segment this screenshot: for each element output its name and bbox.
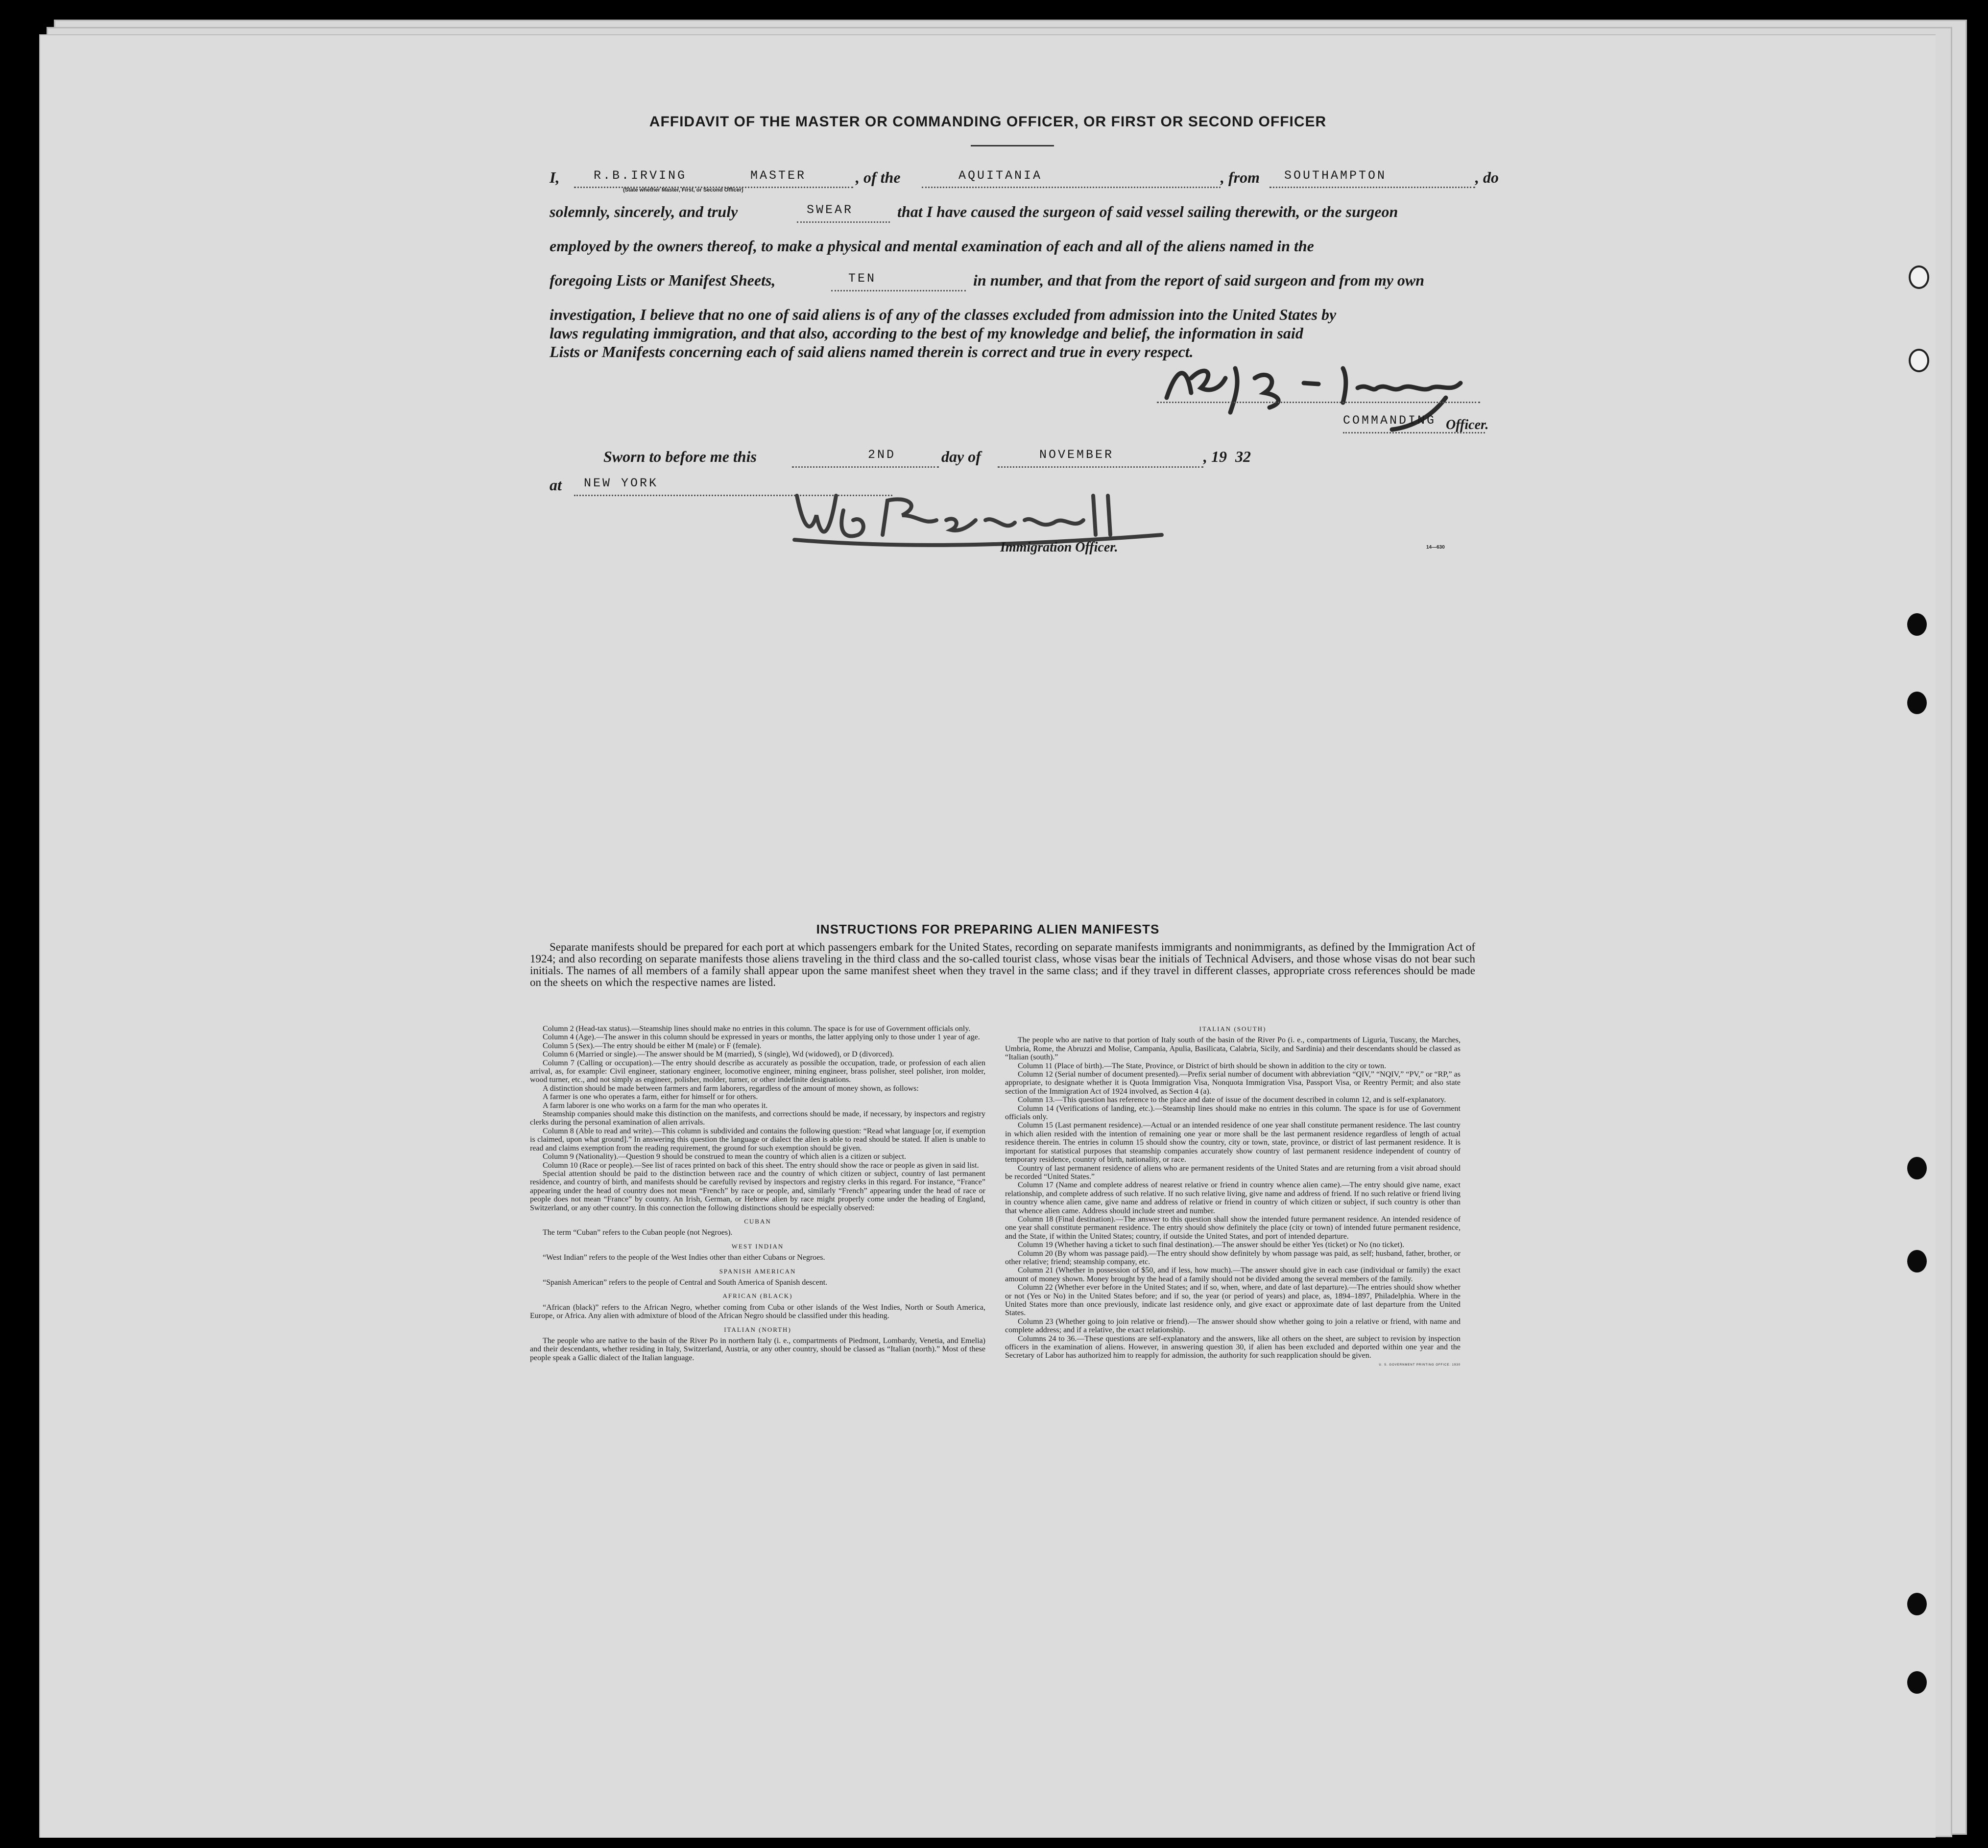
right-paragraph: Column 12 (Serial number of document presented).—Prefix serial number of document with abbreviation “QIV,” “NQIV,” “PV,” or “RP,” as appropriate, to designate whether it is Quota Immigration Visa, Nonquota Immigration Visa, Passport Visa, or Reentry Permit; and also state section of the Immigration Act of 1924 involved, as Section 4 (a). — [1005, 1070, 1461, 1096]
sworn-prefix: Sworn to before me this — [603, 448, 757, 465]
right-paragraph: Column 20 (By whom was passage paid).—The entry should show definitely by whom passage was paid, as self; husband, father, brother, or other relative; friend; steamship company, etc. — [1005, 1249, 1461, 1266]
oath-suffix: that I have caused the surgeon of said vessel sailing therewith, or the surgeon — [897, 203, 1398, 220]
affidavit-i: I, — [550, 168, 560, 186]
italian-north-text: The people who are native to the basin of the River Po in northern Italy (i. e., compartments of Piedmont, Lombardy, Venetia, and Emelia) and their descendants, whether residing in Italy, Switzerland, Austria, or any other country, should be classed as “Italian (north).” Most of these people speak a Gallic dialect of the Italian language. — [530, 1337, 985, 1362]
left-paragraph: Column 9 (Nationality).—Question 9 should be construed to mean the country of which alien is a citizen or subject. — [543, 1152, 907, 1161]
rank-hint: (State whether Master, First, or Second Officer) — [623, 187, 743, 193]
year-value: 32 — [1235, 448, 1251, 465]
officer-capacity-value: COMMANDING — [1343, 413, 1437, 428]
right-paragraph: Column 21 (Whether in possession of $50, and if less, how much).—The answer should give in each case (individual or family) the exact amount of money shown. Money brought by the head of a family should not be divided among the several members of the family. — [1005, 1266, 1461, 1283]
immigration-officer-label: Immigration Officer. — [1000, 540, 1118, 555]
west-indian-heading: WEST INDIAN — [731, 1242, 784, 1250]
left-paragraph: Steamship companies should make this distinction on the manifests, and corrections should be made, if necessary, by inspectors and registry clerks during the personal examination of alien arrivals. — [530, 1110, 985, 1127]
right-paragraph: Column 17 (Name and complete address of nearest relative or friend in country whence alien came).—The entry should give name, exact relationship, and complete address of such relative. If no such relative living, give name and address of friend. If no such relative or friend living in country whence alien came, give name and address of relative or friend in country of which citizen or subject, if such country is other than that whence alien came. Address should include street and number. — [1005, 1181, 1461, 1215]
at-label: at — [550, 476, 562, 494]
binder-hole-icon — [1907, 1593, 1927, 1615]
manifest-page — [39, 34, 1936, 1838]
instructions-intro: Separate manifests should be prepared for each port at which passengers embark for the United States, recording on separate manifests immigrants and nonimmigrants, as defined by the Immigration Act of 1924; and also recording on separate manifests those aliens traveling in the third class and the so-called tourist class, whose visas bear the initials of Technical Advisers, and those whose visas do not bear such initials. The names of all members of a family shall appear upon the same manifest sheet when they travel in the same class; and if they travel in different classes, appropriate cross references should be made on the sheets on which the respective names are listed. — [530, 941, 1475, 988]
vessel-value: AQUITANIA — [958, 168, 1043, 183]
left-paragraph: Column 2 (Head-tax status).—Steamship lines should make no entries in this column. The space is for use of Government officials only. — [543, 1025, 971, 1033]
right-paragraph: Column 23 (Whether going to join relative or friend).—The answer should show whether going to join a relative or friend, with name and complete address; and if a relative, the exact relationship. — [1005, 1317, 1461, 1335]
african-text: “African (black)” refers to the African Negro, whether coming from Cuba or other islands of the West Indies, North or South America, Europe, or Africa. Any alien with admixture of blood of the African Negro should be classified under this heading. — [530, 1303, 985, 1320]
binder-hole-icon — [1907, 1157, 1927, 1179]
left-paragraph: A distinction should be made between farmers and farm laborers, regardless of the amount of money shown, as follows: — [543, 1084, 919, 1093]
right-paragraph: Column 13.—This question has reference to the place and date of issue of the document described in column 12, and is self-explanatory. — [1018, 1096, 1446, 1104]
instructions-right-column — [1005, 1025, 1461, 1369]
affidavit-line-6: laws regulating immigration, and that also, according to the best of my knowledge and belief, the information in said — [550, 324, 1303, 342]
african-heading: AFRICAN (BLACK) — [722, 1292, 793, 1300]
left-paragraph: Column 4 (Age).—The answer in this column should be expressed in years or months, the latter applying only to those under 1 year of age. — [543, 1033, 980, 1042]
month-value: NOVEMBER — [1039, 448, 1114, 462]
right-paragraph: Column 15 (Last permanent residence).—Actual or an intended residence of one year shall constitute permanent residence. The last country in which alien resided with the intention of remaining one year or more shall be the last permanent residence regardless of length of actual residence therein. The entries in column 15 should show the country, city or town, state, province, or district of last permanent residence. It is important for statistical purposes that steamship companies accurately show country of last permanent residence independent of country of temporary residence, country of birth, nationality, or race. — [1005, 1121, 1461, 1164]
left-paragraph: Column 8 (Able to read and write).—This column is subdivided and contains the following question: “Read what language [or, if exemption is claimed, upon what ground].” In answering this question the language or dialect the alien is able to read should be stated. If alien is unable to read and claims exemption from the reading requirement, the ground for such exemption should be given. — [530, 1127, 985, 1152]
affidavit-line-7: Lists or Manifests concerning each of said aliens named therein is correct and true in every respect. — [550, 343, 1194, 360]
place-value: NEW YORK — [584, 476, 659, 490]
oath-value: SWEAR — [807, 203, 854, 217]
italian-south-heading: ITALIAN (SOUTH) — [1199, 1025, 1267, 1032]
binder-hole-icon — [1907, 1671, 1927, 1694]
italian-north-heading: ITALIAN (NORTH) — [724, 1325, 791, 1333]
west-indian-text: “West Indian” refers to the people of the West Indies other than either Cubans or Negroes. — [543, 1253, 825, 1262]
do-label: , do — [1475, 168, 1499, 186]
right-paragraph: Country of last permanent residence of aliens who are permanent residents of the United States and are returning from a visit abroad should be recorded “United States.” — [1005, 1164, 1461, 1181]
right-paragraph: Column 19 (Whether having a ticket to such final destination).—The answer should be either Yes (ticket) or No (no ticket). — [1018, 1241, 1405, 1249]
cuban-text: The term “Cuban” refers to the Cuban people (not Negroes). — [543, 1228, 733, 1237]
right-paragraph: The people who are native to that portion of Italy south of the basin of the River Po (i. e., compartments of Liguria, Tuscany, the Marches, Umbria, Rome, the Abruzzi and Molise, Campania, Apulia, Basilicata, Calabria, Sicily, and Sardinia) and their descendants should be classed as “Italian (south).” — [1005, 1036, 1461, 1062]
left-paragraph: Special attention should be paid to the distinction between race and the country of which citizen or subject, country of last permanent residence, and country of birth, and manifests should be carefully revised by inspectors and registry clerks in this regard. For instance, “France” appearing under the head of country does not mean “French” by race or people, and, similarly “French” appearing under the head of race or people does not mean “France” by country. An Irish, German, or Hebrew alien by race might properly come under the heading of England, Switzerland, or any other country. In this connection the following distinctions should be especially observed: — [530, 1169, 985, 1212]
spanish-american-heading: SPANISH AMERICAN — [719, 1267, 796, 1275]
left-paragraph: Column 5 (Sex).—The entry should be either M (male) or F (female). — [543, 1041, 762, 1050]
binder-hole-icon — [1907, 613, 1927, 636]
left-paragraph: Column 6 (Married or single).—The answer should be M (married), S (single), Wd (widowed), or D (divorced). — [543, 1050, 894, 1059]
binder-hole-icon — [1909, 265, 1929, 289]
right-paragraph: Columns 24 to 36.—These questions are self-explanatory and the answers, like all others on the sheet, are subject to revision by inspection officers in the examination of aliens. However, in answering question 30, if alien has been excluded and deported within one year and the Secretary of Labor has authorized him to reapply for admission, the authority for such reapplication should be given. — [1005, 1334, 1461, 1360]
officer-rank-value: MASTER — [750, 168, 807, 183]
day-of-label: day of — [941, 448, 981, 465]
left-paragraph: A farmer is one who operates a farm, either for himself or for others. — [543, 1093, 758, 1102]
title-underline — [971, 145, 1054, 146]
port-value: SOUTHAMPTON — [1284, 168, 1387, 183]
year-prefix: , 19 — [1203, 448, 1227, 465]
left-paragraph: Column 10 (Race or people).—See list of races printed on back of this sheet. The entry should show the race or people as given in said list. — [543, 1161, 979, 1170]
instructions-left-column — [530, 1025, 985, 1362]
instructions-title: INSTRUCTIONS FOR PREPARING ALIEN MANIFESTS — [816, 922, 1160, 936]
right-paragraph: Column 14 (Verifications of landing, etc.).—Steamship lines should make no entries in this column. The space is for use of Government officials only. — [1005, 1104, 1461, 1122]
right-paragraph: Column 18 (Final destination).—The answer to this question shall show the intended future permanent residence. An intended residence of one year shall constitute permanent residence. The entry should show definitely the place (city or town) of intended future permanent residence, and the State, if within the United States; country, if outside the United States, and port of intended departure. — [1005, 1215, 1461, 1241]
right-paragraph: Column 22 (Whether ever before in the United States; and if so, when, where, and date of last departure).—The entries should show whether or not (Yes or No) in the United States before; and if so, the year (or period of years) and place, as, 1894–1897, Philadelphia. Where in the United States more than once previously, indicate last residence only, and give exact or approximate date of last departure from the United States. — [1005, 1283, 1461, 1318]
binder-hole-icon — [1909, 349, 1929, 372]
cuban-heading: CUBAN — [744, 1217, 771, 1225]
right-paragraph: Column 11 (Place of birth).—The State, Province, or District of birth should be shown in addition to the city or town. — [1018, 1061, 1387, 1070]
affidavit-line-3: employed by the owners thereof, to make a physical and mental examination of each and all of the aliens named in the — [550, 237, 1314, 255]
officer-name-value: R.B.IRVING — [594, 168, 687, 183]
sheet-count-value: TEN — [848, 271, 877, 286]
printer-mark: U. S. GOVERNMENT PRINTING OFFICE: 1930 — [1379, 1363, 1461, 1367]
day-value: 2ND — [868, 448, 896, 462]
master-signature-line — [1157, 387, 1480, 403]
affidavit-title: AFFIDAVIT OF THE MASTER OR COMMANDING OFFICER, OR FIRST OR SECOND OFFICER — [649, 114, 1327, 130]
binder-hole-icon — [1907, 692, 1927, 714]
left-paragraph: Column 7 (Calling or occupation).—The entry should describe as accurately as possible the occupation, trade, or profession of each alien arrival, as, for example: Civil engineer, stationary engineer, locomotive engineer, mining engineer, brass polisher, steel polisher, iron molder, wood turner, etc., and not simply as engineer, polisher, molder, turner, or other indefinite designations. — [530, 1058, 985, 1084]
left-paragraph: A farm laborer is one who works on a farm for the man who operates it. — [543, 1101, 768, 1110]
binder-hole-icon — [1907, 1250, 1927, 1272]
form-number: 14—630 — [1426, 545, 1445, 550]
officer-suffix: Officer. — [1446, 417, 1489, 432]
oath-prefix: solemnly, sincerely, and truly — [550, 203, 738, 220]
spanish-american-text: “Spanish American” refers to the people of Central and South America of Spanish descent. — [543, 1278, 828, 1287]
affidavit-line-5: investigation, I believe that no one of said aliens is of any of the classes excluded from admission into the United States by — [550, 306, 1337, 323]
sheet-count-suffix: in number, and that from the report of said surgeon and from my own — [973, 271, 1425, 289]
of-the-label: , of the — [856, 168, 901, 186]
from-label: , from — [1221, 168, 1260, 186]
sheet-count-prefix: foregoing Lists or Manifest Sheets, — [550, 271, 776, 289]
day-field — [792, 450, 939, 468]
